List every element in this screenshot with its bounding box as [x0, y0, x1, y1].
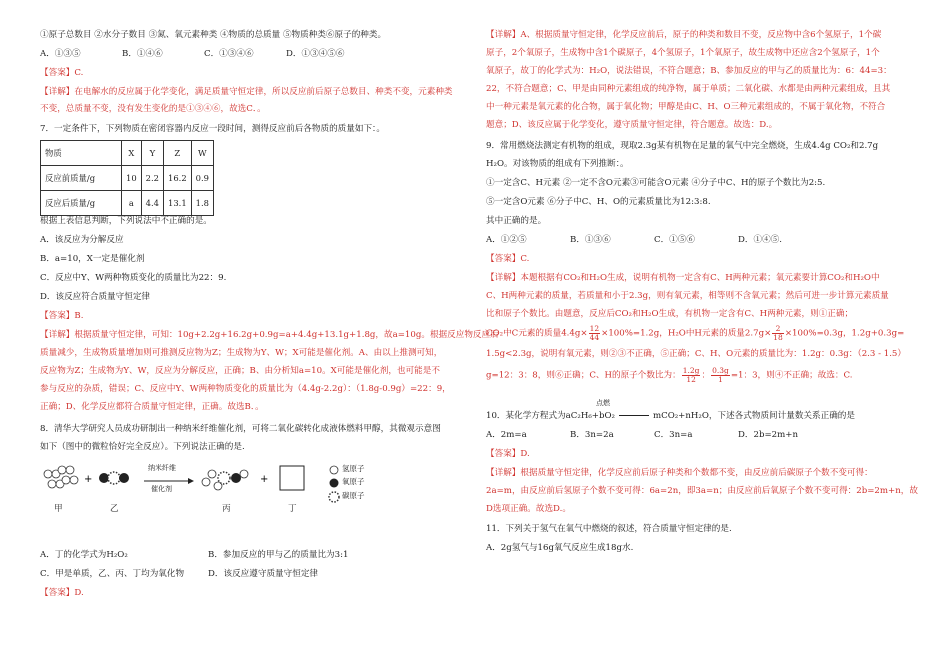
label-jia: 甲 [54, 504, 63, 514]
q7-option-d[interactable]: D．该反应符合质量守恒定律 [40, 292, 151, 302]
oxygen-atom-icon [330, 479, 339, 488]
q9-inference-1: ①一定含C、H元素 ②一定不含O元素③可能含O元素 ④分子中C、H的原子个数比为2:5. [486, 178, 826, 188]
q6-option-c[interactable]: C．①③④⑥ [204, 49, 254, 59]
legend-hydrogen: 氢原子 [342, 464, 365, 473]
plus-sign: + [84, 474, 93, 485]
q11-stem: 11．下列关于氢气在氧气中燃烧的叙述，符合质量守恒定律的是. [486, 524, 732, 534]
q9-options [486, 235, 782, 245]
table-header-row [41, 141, 214, 166]
q7-option-b[interactable]: B．a=10，X一定是催化剂 [40, 254, 145, 264]
q6-explanation-2: 不变，总质量不变，没有发生变化的是①③④⑥，故选C．。 [40, 104, 266, 114]
table-cell: 10 [122, 166, 142, 191]
equation-left: 10．某化学方程式为aC₂H₆+bO₂ [486, 411, 615, 421]
table-cell: 13.1 [164, 191, 192, 216]
q8-stem-2: 如下（图中的微粒恰好完全反应）。下列说法正确的是. [40, 442, 245, 452]
q9-option-c[interactable]: C．①⑤⑥ [654, 235, 695, 245]
q9-explanation-4 [486, 325, 904, 341]
q8-explanation-4: 22，不符合题意；C、甲是由同种元素组成的纯净物，属于单质；二氧化碳、水都是由两种元素组成，且其 [486, 84, 891, 94]
q11-option-a[interactable]: A．2g氢气与16g氧气反应生成18g水. [486, 543, 634, 553]
q10-option-d[interactable]: D．2b=2m+n [738, 430, 799, 440]
q8-option-b[interactable]: B．参加反应的甲与乙的质量比为3:1 [208, 550, 349, 560]
label-yi: 乙 [110, 504, 119, 514]
fraction-c-atoms [682, 367, 701, 383]
q6-option-a[interactable]: A．①③⑤ [40, 49, 81, 59]
q7-option-c[interactable]: C．反应中Y、W两种物质变化的质量比为22：9. [40, 273, 227, 283]
q9-explanation-1: 【详解】本题根据有CO₂和H₂O生成，说明有机物一定含有C、H两种元素；氧元素要计算CO₂和H₂O中 [486, 273, 880, 283]
reaction-equals-line [619, 415, 649, 416]
reaction-diagram [40, 464, 450, 544]
q7-explanation-5: 正确；D、化学反应都符合质量守恒定律，正确。故选B．。 [40, 402, 264, 412]
q7-explanation-2: 质量减少，生成物质量增加则可推测反应物为Z；生成物为Y、W；X可能是催化剂。A、由以上推测可知， [40, 348, 443, 358]
q9-option-d[interactable]: D．①④⑤. [738, 235, 782, 245]
catalyst-label-1: 纳米纤维 [148, 464, 176, 472]
q7-option-a[interactable]: A．该反应为分解反应 [40, 235, 124, 245]
q10-option-a[interactable]: A．2m=a [486, 430, 527, 440]
legend-oxygen: 氧原子 [342, 477, 365, 486]
q10-option-b[interactable]: B．3n=2a [570, 430, 614, 440]
q9-option-b[interactable]: B．①③⑥ [570, 235, 611, 245]
molecule-diagram-svg [40, 464, 450, 544]
fraction-numerator: 2 [772, 325, 784, 334]
catalyst-label-2: 催化剂 [151, 485, 172, 493]
q9-explanation-5: 1.5g<2.3g，说明有氧元素，则②③不正确，⑤正确；C、H、O元素的质量比为：1.2g：0.3g：（2.3 - 1.5） [486, 349, 906, 359]
fraction-numerator: 0.3g [712, 366, 729, 375]
calc-text: ×100%=0.3g，1.2g+0.3g= [784, 328, 905, 339]
q6-option-b[interactable]: B．①④⑥ [122, 49, 163, 59]
calc-text: ×100%=1.2g，H₂O中H元素的质量2.7g× [601, 328, 772, 339]
table-cell: 2.2 [141, 166, 163, 191]
fraction-denominator: 1 [718, 374, 723, 384]
product-c-molecule [202, 470, 248, 490]
table-cell: Y [141, 141, 163, 166]
hydrogen-atom-icon [330, 466, 338, 474]
q10-option-c[interactable]: C．3n=a [654, 430, 693, 440]
equation-right: mCO₂+nH₂O，下述各式物质间计量数关系正确的是 [652, 411, 855, 421]
table-row [41, 191, 214, 216]
q6-option-d[interactable]: D．①③④⑤⑥ [286, 49, 345, 59]
fraction-denominator: 18 [773, 332, 783, 342]
q9-answer: 【答案】C. [486, 254, 530, 264]
fraction-numerator: 1.2g [682, 366, 700, 375]
table-cell: W [191, 141, 213, 166]
q8-explanation-3: 氧原子，故丁的化学式为：H₂O，说法错误，不符合题意；B、参加反应的甲与乙的质量比为：6：44=3： [486, 66, 892, 76]
table-cell: 反应后质量/g [41, 191, 122, 216]
q8-stem-1: 8．清华大学研究人员成功研制出一种纳米纤维催化剂，可将二氧化碳转化成液体燃料甲醇，其微观示意图 [40, 424, 441, 434]
legend-carbon: 碳原子 [342, 491, 365, 500]
calc-text: =1：3，则④不正确；故选：C. [730, 370, 853, 381]
fraction-h-in-h2o [772, 325, 784, 341]
q8-explanation-5: 中一种元素是氧元素的化合物，属于氧化物；甲醇是由C、H、O三种元素组成的，不属于氧化物，不符合 [486, 102, 886, 112]
q9-question: 其中正确的是。 [486, 216, 547, 226]
q8-answer: 【答案】D. [40, 588, 84, 598]
q10-explanation-3: D选项正确。故选D.。 [486, 504, 571, 514]
table-cell: 物质 [41, 141, 122, 166]
q10-explanation-2: 2a=m，由反应前后氢原子个数不变可得：6a=2n，即3a=n；由反应前后氧原子个数不变可得：2b=2m+n，故 [486, 486, 918, 496]
calc-text: g=12：3：8，则⑥正确；C、H的原子个数比为： [486, 370, 681, 381]
fraction-denominator: 12 [686, 374, 696, 384]
reactant-a-molecules [44, 466, 78, 488]
table-cell: 反应前质量/g [41, 166, 122, 191]
table-cell: X [122, 141, 142, 166]
q6-explanation-1: 【详解】在电解水的反应属于化学变化，满足质量守恒定律，所以反应前后原子总数目、种类不变，元素种类 [40, 87, 453, 97]
label-ding: 丁 [288, 504, 297, 514]
q10-options [486, 430, 798, 440]
table-cell: a [122, 191, 142, 216]
mass-table [40, 140, 214, 216]
ignition-condition: 点燃 [596, 399, 610, 407]
table-cell: Z [164, 141, 192, 166]
q7-explanation-3: 反应物为Z；生成物为Y、W，反应为分解反应，正确；B、由分析知a=10。X可能是催化剂，也可能是不 [40, 366, 440, 376]
table-row [41, 166, 214, 191]
q7-after-table: 根据上表信息判断，下列说法中不正确的是。 [40, 216, 212, 226]
fraction-h-atoms [711, 367, 730, 383]
q8-explanation-6: 题意；D、该反应属于化学变化，遵守质量守恒定律，符合题意。故选：D.。 [486, 120, 778, 130]
q10-answer: 【答案】D. [486, 449, 530, 459]
fraction-numerator: 12 [589, 324, 600, 333]
table-cell: 1.8 [191, 191, 213, 216]
carbon-atom-icon [329, 492, 339, 502]
q6-answer: 【答案】C. [40, 68, 84, 78]
q9-stem-1: 9．常用燃烧法测定有机物的组成，现取2.3g某有机物在足量的氧气中完全燃烧，生成4.4g CO₂和2.7g [486, 141, 879, 151]
unknown-product-box [280, 466, 304, 490]
q7-explanation-1: 【详解】根据质量守恒定律，可知：10g+2.2g+16.2g+0.9g=a+4.4g+13.1g+1.8g，故a=10g。根据反应物反应后 [40, 330, 499, 340]
q8-explanation-2: 原子，2个氧原子，生成物中含1个碳原子，4个氢原子，1个氧原子，故生成物中还应含2个氢原子，1个 [486, 48, 880, 58]
q8-explanation-1: 【详解】A、根据质量守恒定律，化学反应前后，原子的种类和数目不变，反应物中含6个氢原子，1个碳 [486, 30, 882, 40]
q9-stem-2: H₂O。对该物质的组成有下列推断：。 [486, 159, 629, 169]
table-cell: 16.2 [164, 166, 192, 191]
reactant-b-molecule [99, 472, 129, 484]
q9-explanation-2: C、H两种元素的质量，若质量和小于2.3g，则有氧元素，相等则不含氧元素；然后可进一步计算元素质量 [486, 291, 889, 301]
label-bing: 丙 [222, 504, 231, 514]
q10-explanation-1: 【详解】根据质量守恒定律，化学反应前后原子种类和个数都不变，由反应前后碳原子个数不变可得： [486, 468, 873, 478]
q7-stem: 7．一定条件下，下列物质在密闭容器内反应一段时间，测得反应前后各物质的质量如下：。 [40, 124, 385, 134]
q9-option-a[interactable]: A．①②⑤ [486, 235, 527, 245]
plus-sign-2: + [260, 474, 269, 485]
q7-answer: 【答案】B. [40, 311, 84, 321]
q6-options [40, 49, 344, 59]
table-cell: 4.4 [141, 191, 163, 216]
q9-inference-2: ⑤一定含O元素 ⑥分子中C、H、O的元素质量比为12:3:8. [486, 197, 711, 207]
q6-stem-line: ①原子总数目 ②水分子数目 ③氮、氧元素种类 ④物质的总质量 ⑤物质种类⑥原子的种类。 [40, 30, 387, 40]
q8-option-a[interactable]: A．丁的化学式为H₂O₂ [40, 550, 128, 560]
q9-explanation-3: 比和原子个数比。由题意，反应后CO₂和H₂O生成，有机物一定含有C、H两种元素，则①正确； [486, 309, 854, 319]
fraction-c-in-co2 [589, 325, 601, 341]
calc-text: CO₂中C元素的质量4.4g× [486, 328, 588, 339]
q10-stem [486, 411, 855, 421]
q8-option-c[interactable]: C．甲是单质，乙、丙、丁均为氧化物 [40, 569, 185, 579]
fraction-denominator: 44 [589, 332, 600, 342]
q8-option-d[interactable]: D．该反应遵守质量守恒定律 [208, 569, 319, 579]
q9-explanation-6: g=12：3：8，则⑥正确；C、H的原子个数比为： $\frac{1.2g}{12}$ ： $\frac{0.3g}{1}$ =1：3，则④不正确；故选：C. [486, 366, 853, 384]
table-cell: 0.9 [191, 166, 213, 191]
q7-explanation-4: 参与反应的杂质，错误；C、反应中Y、W两种物质变化的质量比为（4.4g-2.2g）：（1.8g-0.9g）=22：9， [40, 384, 451, 394]
